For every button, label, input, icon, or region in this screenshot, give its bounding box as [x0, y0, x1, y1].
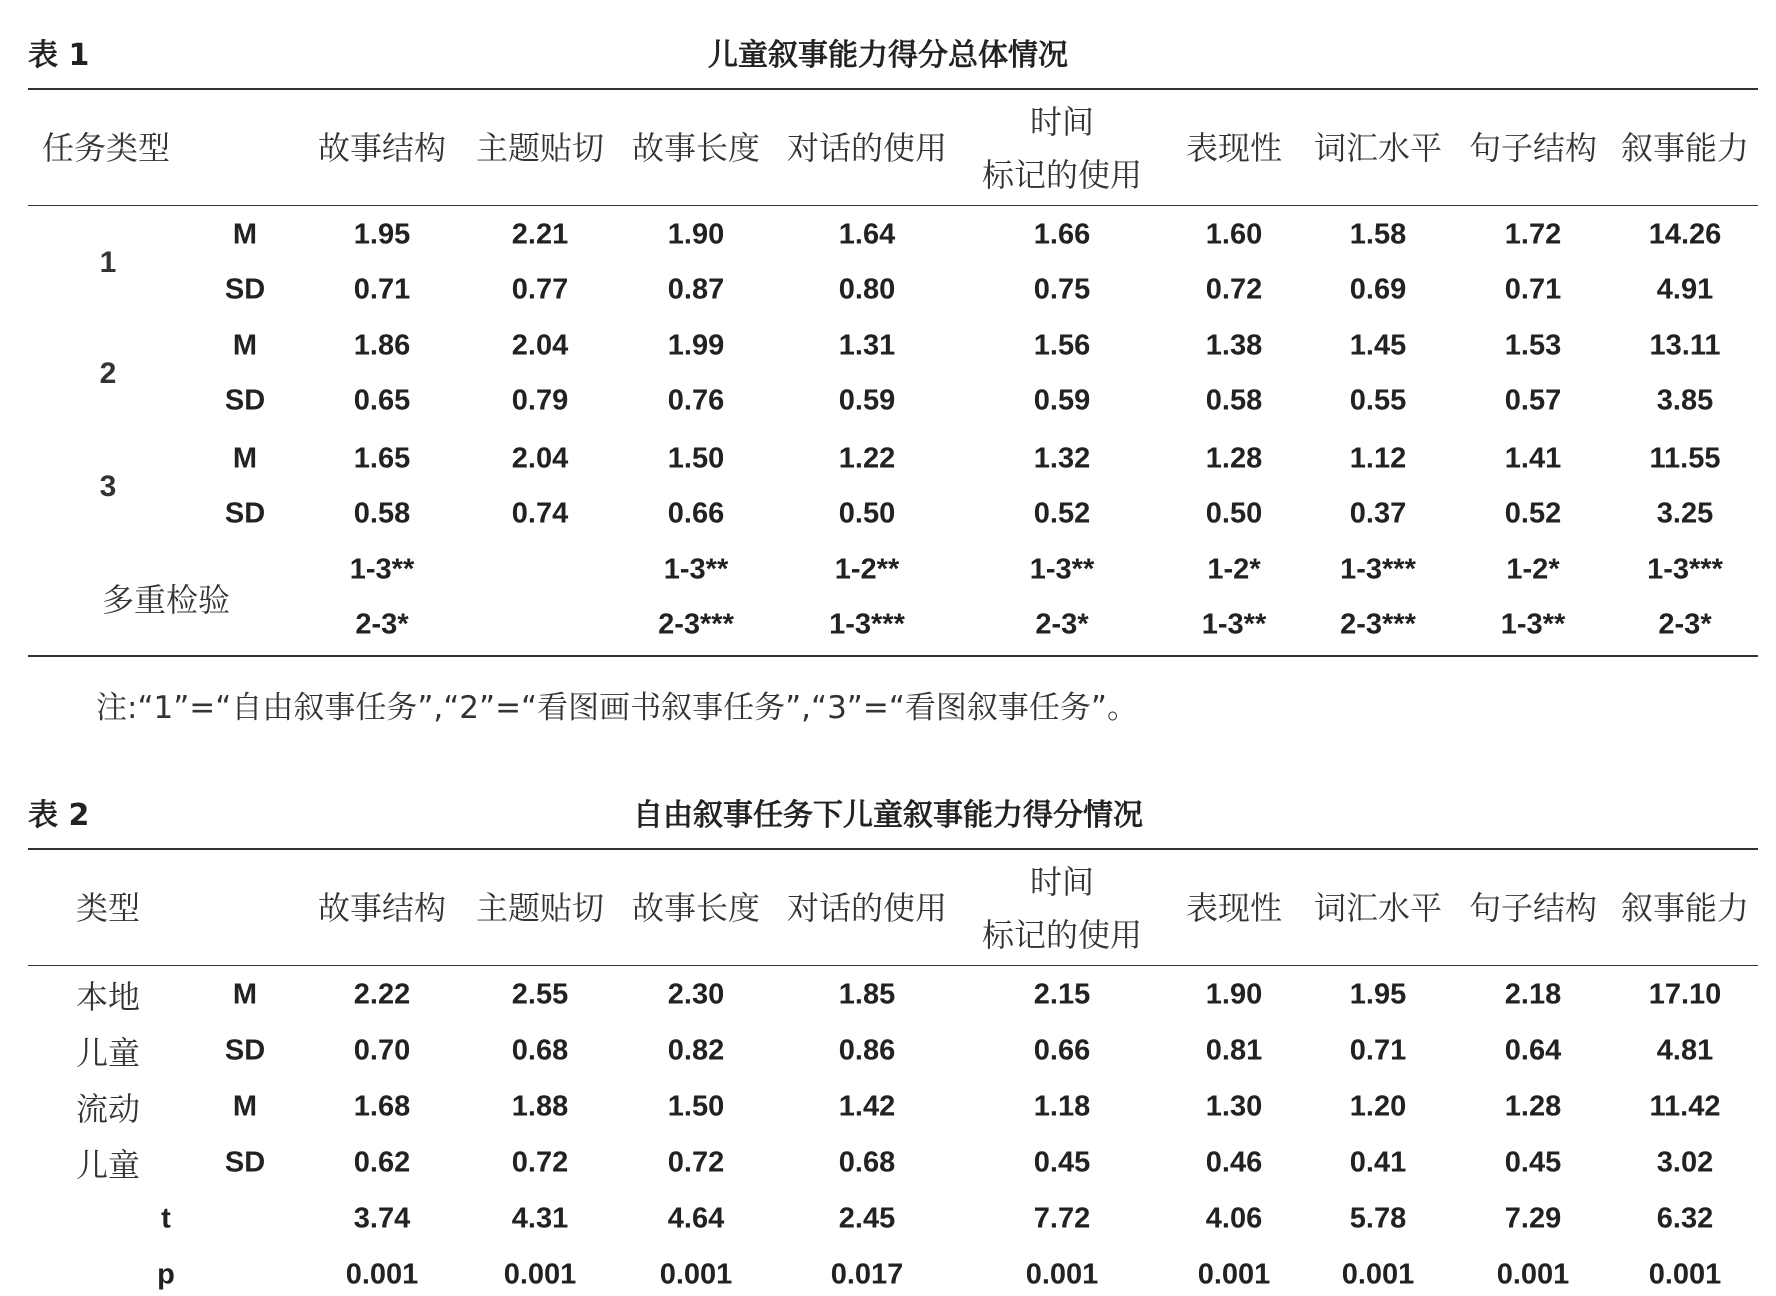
data-cell: 1.22: [838, 442, 896, 475]
data-cell: 0.001: [345, 1258, 419, 1291]
data-cell: 0.66: [1033, 1034, 1091, 1067]
multiple-test-cell: 1-2*: [1207, 553, 1261, 586]
data-cell: 3.02: [1656, 1146, 1714, 1179]
data-cell: 0.58: [1205, 384, 1263, 417]
stat-label: M: [232, 1090, 258, 1123]
table-title: 自由叙事任务下儿童叙事能力得分情况: [633, 798, 1143, 833]
data-cell: 3.85: [1656, 384, 1714, 417]
multiple-test-cell: 2-3*: [355, 608, 409, 641]
data-cell: 0.001: [503, 1258, 577, 1291]
data-cell: 7.72: [1033, 1202, 1091, 1235]
data-cell: 1.86: [353, 329, 411, 362]
data-cell: 1.66: [1033, 218, 1091, 251]
data-cell: 0.45: [1033, 1146, 1091, 1179]
data-cell: 1.95: [1349, 978, 1407, 1011]
data-cell: 1.95: [353, 218, 411, 251]
data-cell: 0.69: [1349, 273, 1407, 306]
multiple-test-label: 多重检验: [101, 581, 231, 619]
column-header: 故事长度: [631, 129, 761, 167]
multiple-test-cell: 2-3***: [658, 608, 734, 641]
stat-label: M: [232, 442, 258, 475]
column-header: 句子结构: [1468, 129, 1598, 167]
data-cell: 0.001: [1648, 1258, 1722, 1291]
multiple-test-cell: 1-2**: [834, 553, 900, 586]
child-type-label: 儿童: [75, 1034, 141, 1072]
data-cell: 0.001: [1341, 1258, 1415, 1291]
stat-label: SD: [224, 1034, 266, 1067]
stat-label: M: [232, 329, 258, 362]
data-cell: 2.18: [1504, 978, 1562, 1011]
data-cell: 0.74: [511, 497, 569, 530]
data-cell: 1.50: [667, 1090, 725, 1123]
data-cell: 1.45: [1349, 329, 1407, 362]
data-cell: 1.65: [353, 442, 411, 475]
data-cell: 2.04: [511, 329, 569, 362]
data-cell: 4.31: [511, 1202, 569, 1235]
data-cell: 2.55: [511, 978, 569, 1011]
data-cell: 0.82: [667, 1034, 725, 1067]
first-column-header: 任务类型: [42, 129, 171, 167]
data-cell: 0.71: [1504, 273, 1562, 306]
column-header: 词汇水平: [1313, 889, 1443, 927]
multiple-test-cell: 2-3*: [1035, 608, 1089, 641]
multiple-test-cell: 2-3***: [1340, 608, 1416, 641]
stat-label: M: [232, 218, 258, 251]
data-cell: 1.20: [1349, 1090, 1407, 1123]
data-cell: 1.18: [1033, 1090, 1091, 1123]
data-cell: 0.57: [1504, 384, 1562, 417]
data-cell: 14.26: [1648, 218, 1722, 251]
multiple-test-cell: 1-3**: [1201, 608, 1267, 641]
task-group-label: 1: [99, 245, 117, 279]
data-cell: 11.55: [1649, 442, 1721, 475]
column-header-line2: 标记的使用: [981, 156, 1143, 194]
data-cell: 1.99: [667, 329, 725, 362]
multiple-test-cell: 1-3***: [829, 608, 905, 641]
data-cell: 1.38: [1205, 329, 1263, 362]
table-top-rule: [28, 848, 1758, 850]
data-cell: 1.90: [1205, 978, 1263, 1011]
data-cell: 0.87: [667, 273, 725, 306]
data-cell: 3.25: [1656, 497, 1714, 530]
data-cell: 1.41: [1504, 442, 1562, 475]
data-cell: 0.62: [353, 1146, 411, 1179]
data-cell: 1.30: [1205, 1090, 1263, 1123]
stat-label: SD: [224, 384, 266, 417]
column-header: 句子结构: [1468, 889, 1598, 927]
stat-label: M: [232, 978, 258, 1011]
data-cell: 0.86: [838, 1034, 896, 1067]
column-header-line1: 时间: [1029, 863, 1095, 901]
multiple-test-cell: 1-3***: [1647, 553, 1723, 586]
data-cell: 0.52: [1033, 497, 1091, 530]
data-cell: 0.001: [659, 1258, 733, 1291]
data-cell: 0.66: [667, 497, 725, 530]
data-cell: 1.58: [1349, 218, 1407, 251]
data-cell: 17.10: [1648, 978, 1722, 1011]
column-header: 叙事能力: [1620, 129, 1750, 167]
data-cell: 0.64: [1504, 1034, 1562, 1067]
data-cell: 11.42: [1649, 1090, 1721, 1123]
data-cell: 1.72: [1504, 218, 1562, 251]
header-bottom-rule: [28, 965, 1758, 966]
data-cell: 1.32: [1033, 442, 1091, 475]
data-cell: 0.79: [511, 384, 569, 417]
data-cell: 2.22: [353, 978, 411, 1011]
column-header-line2: 标记的使用: [981, 916, 1143, 954]
data-cell: 1.50: [667, 442, 725, 475]
data-cell: 0.59: [838, 384, 896, 417]
table-label: 表 2: [28, 798, 90, 833]
data-cell: 1.28: [1205, 442, 1263, 475]
data-cell: 4.64: [667, 1202, 725, 1235]
data-cell: 1.88: [511, 1090, 569, 1123]
table-title: 儿童叙事能力得分总体情况: [708, 38, 1068, 73]
data-cell: 0.71: [353, 273, 411, 306]
column-header-line1: 时间: [1029, 103, 1095, 141]
data-cell: 0.41: [1349, 1146, 1407, 1179]
data-cell: 0.45: [1504, 1146, 1562, 1179]
column-header: 故事结构: [317, 129, 447, 167]
data-cell: 0.72: [667, 1146, 725, 1179]
data-cell: 0.001: [1025, 1258, 1099, 1291]
data-cell: 0.68: [511, 1034, 569, 1067]
data-cell: 1.64: [838, 218, 896, 251]
stat-label: p: [157, 1258, 175, 1291]
data-cell: 1.60: [1205, 218, 1263, 251]
data-cell: 6.32: [1656, 1202, 1714, 1235]
table1-bottom-rule: [28, 655, 1758, 657]
data-cell: 0.017: [830, 1258, 904, 1291]
data-cell: 0.50: [1205, 497, 1263, 530]
data-cell: 0.81: [1205, 1034, 1263, 1067]
child-type-label: 本地: [75, 978, 141, 1016]
column-header: 对话的使用: [786, 889, 948, 927]
data-cell: 0.52: [1504, 497, 1562, 530]
column-header: 词汇水平: [1313, 129, 1443, 167]
data-cell: 1.68: [353, 1090, 411, 1123]
data-cell: 0.65: [353, 384, 411, 417]
data-cell: 0.46: [1205, 1146, 1263, 1179]
child-type-label: 儿童: [75, 1146, 141, 1184]
first-column-header: 类型: [76, 889, 141, 927]
data-cell: 5.78: [1349, 1202, 1407, 1235]
data-cell: 0.70: [353, 1034, 411, 1067]
stat-label: SD: [224, 1146, 266, 1179]
data-cell: 2.15: [1033, 978, 1091, 1011]
data-cell: 0.55: [1349, 384, 1407, 417]
data-cell: 0.001: [1197, 1258, 1271, 1291]
data-cell: 1.56: [1033, 329, 1091, 362]
column-header: 对话的使用: [786, 129, 948, 167]
data-cell: 0.76: [667, 384, 725, 417]
data-cell: 0.72: [1205, 273, 1263, 306]
data-cell: 1.85: [838, 978, 896, 1011]
data-cell: 0.58: [353, 497, 411, 530]
stat-label: SD: [224, 273, 266, 306]
data-cell: 2.45: [838, 1202, 896, 1235]
data-cell: 0.77: [511, 273, 569, 306]
column-header: 叙事能力: [1620, 889, 1750, 927]
data-cell: 2.04: [511, 442, 569, 475]
data-cell: 7.29: [1504, 1202, 1562, 1235]
data-cell: 1.12: [1349, 442, 1407, 475]
column-header: 故事结构: [317, 889, 447, 927]
data-cell: 1.42: [838, 1090, 896, 1123]
multiple-test-cell: 1-2*: [1506, 553, 1560, 586]
data-cell: 0.80: [838, 273, 896, 306]
column-header: 故事长度: [631, 889, 761, 927]
data-cell: 0.71: [1349, 1034, 1407, 1067]
data-cell: 0.59: [1033, 384, 1091, 417]
task-group-label: 3: [99, 469, 117, 503]
child-type-label: 流动: [75, 1090, 141, 1128]
data-cell: 1.53: [1504, 329, 1562, 362]
data-cell: 3.74: [353, 1202, 411, 1235]
data-cell: 4.06: [1205, 1202, 1263, 1235]
column-header: 表现性: [1185, 889, 1283, 927]
data-cell: 4.81: [1656, 1034, 1714, 1067]
data-cell: 0.50: [838, 497, 896, 530]
table-label: 表 1: [28, 38, 90, 73]
data-cell: 1.28: [1504, 1090, 1562, 1123]
multiple-test-cell: 1-3**: [349, 553, 415, 586]
multiple-test-cell: 1-3**: [1500, 608, 1566, 641]
column-header: 主题贴切: [475, 129, 605, 167]
multiple-test-cell: 1-3**: [1029, 553, 1095, 586]
data-cell: 0.75: [1033, 273, 1091, 306]
data-cell: 2.21: [511, 218, 569, 251]
multiple-test-cell: 1-3***: [1340, 553, 1416, 586]
data-cell: 1.90: [667, 218, 725, 251]
data-cell: 2.30: [667, 978, 725, 1011]
header-bottom-rule: [28, 205, 1758, 206]
table-top-rule: [28, 88, 1758, 90]
data-cell: 1.31: [838, 329, 896, 362]
stat-label: SD: [224, 497, 266, 530]
column-header: 主题贴切: [475, 889, 605, 927]
data-cell: 0.72: [511, 1146, 569, 1179]
table-note: 注:“1”=“自由叙事任务”,“2”=“看图画书叙事任务”,“3”=“看图叙事任务”。: [96, 690, 1138, 726]
task-group-label: 2: [99, 356, 117, 390]
data-cell: 13.11: [1649, 329, 1721, 362]
multiple-test-cell: 2-3*: [1658, 608, 1712, 641]
data-cell: 0.37: [1349, 497, 1407, 530]
column-header: 表现性: [1185, 129, 1283, 167]
data-cell: 0.001: [1496, 1258, 1570, 1291]
data-cell: 0.68: [838, 1146, 896, 1179]
stat-label: t: [161, 1202, 171, 1235]
data-cell: 4.91: [1656, 273, 1714, 306]
multiple-test-cell: 1-3**: [663, 553, 729, 586]
